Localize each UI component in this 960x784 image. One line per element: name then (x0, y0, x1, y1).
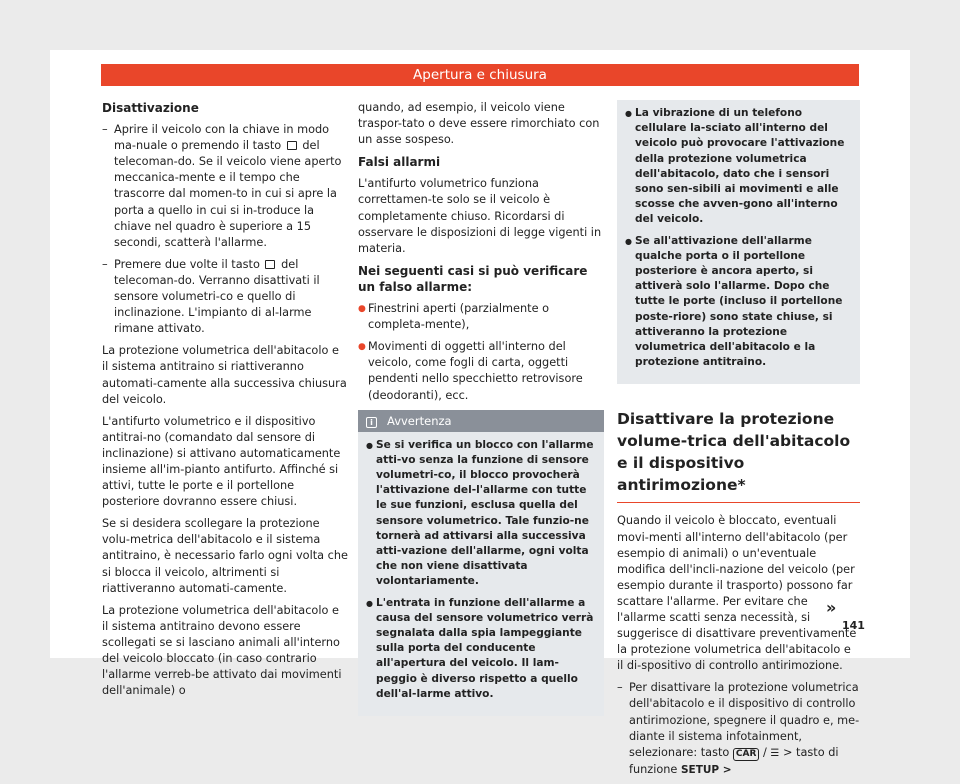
note-item: ● La vibrazione di un telefono cellulare la-sciato all'interno del veicolo può provocare l'attivazione della protezione volumetrica dell'abitacolo, dato che i sensori sono sen-sibili ai movimenti e alle scosse che avven-gono all'interno del veicolo. (625, 106, 852, 228)
car-key-icon: CAR (733, 748, 760, 761)
page (50, 50, 910, 776)
column-2 (358, 100, 604, 716)
column-3 (617, 100, 860, 784)
step-1: – Aprire il veicolo con la chiave in modo ma-nuale o premendo il tasto del telecoman-do. Se il veicolo viene aperto meccanica-mente e il tempo che trascorre dal momen-to in cui si apre la porta a quello in cui si in-troduce la chiave nel quadro è superiore a 15 secondi, scatterà l'allarme. (102, 122, 348, 251)
page-number: 141 (842, 619, 865, 632)
warning-title-bar: i Avvertenza (358, 410, 604, 432)
menu-icon: ☰ (770, 747, 780, 759)
list-item: ● Movimenti di oggetti all'interno del veicolo, come fogli di carta, oggetti pendenti nello specchietto retrovisore (deodoranti), ecc. (358, 339, 604, 403)
unlock-icon (265, 260, 275, 269)
section-title: Disattivare la protezione volume-trica dell'abitacolo e il dispositivo antirimozione* (617, 408, 860, 503)
heading-disattivazione: Disattivazione (102, 101, 199, 115)
next-page-arrow: » (826, 598, 837, 617)
paragraph: Quando il veicolo è bloccato, eventuali movi-menti all'interno dell'abitacolo (per esempio di animali) o un'eventuale modifica dell'incli-nazione del veicolo (per esempio durante il trasporto) possono far scattare l'allarme. Per evitare che l'allarme scatti senza necessità, si suggerisce di disattivare preventivamente la protezione volumetrica dell'abitacolo e il di-spositivo di controllo antirimozione. (617, 514, 857, 673)
heading-cases: Nei seguenti casi si può verificare un falso allarme: (358, 263, 588, 294)
warning-body (358, 432, 604, 716)
paragraph: L'antifurto volumetrico e il dispositivo antitrai-no (comandato dal sensore di inclinazione) si attivano automaticamente insieme all'im-pianto antifurto. Affinché si attivi, tutte le porte e il portellone posteriore dovranno essere chiusi. (102, 414, 341, 509)
step: – Per disattivare la protezione volumetrica dell'abitacolo e il dispositivo di controllo antirimozione, spegnere il quadro e, me-diante il sistema infotainment, selezionare: tasto CAR / ☰ > tasto di funzione SETUP > (617, 680, 860, 778)
setup-key: SETUP > (680, 763, 732, 776)
paragraph: L'antifurto volumetrico funziona correttamen-te solo se il veicolo è completamente chiuso. Ricordarsi di osservare le disposizioni di legge vigenti in materia. (358, 177, 602, 255)
paragraph: Se si desidera scollegare la protezione volu-metrica dell'abitacolo e il sistema antitraino, è necessario farlo ogni volta che si blocca il veicolo, altrimenti si riattiveranno automati-camente. (102, 517, 348, 595)
column-1 (102, 100, 348, 705)
note-box (617, 100, 860, 384)
paragraph: quando, ad esempio, il veicolo viene traspor-tato o deve essere rimorchiato con un asse sospeso. (358, 101, 600, 147)
info-icon: i (366, 417, 377, 428)
warning-box (358, 410, 604, 716)
warning-item: ● L'entrata in funzione dell'allarme a causa del sensore volumetrico verrà segnalata dalla spia lampeggiante sulla porta del conducente all'apertura del veicolo. Il lam-peggio è diverso rispetto a quello dell'al-larme attivo. (366, 596, 596, 702)
paragraph: La protezione volumetrica dell'abitacolo e il sistema antitraino devono essere scollegati se si lasciano animali all'interno del veicolo bloccato (in caso contrario l'allarme verreb-be attivato dai movimenti dell'animale) o (102, 603, 342, 698)
step-2: – Premere due volte il tasto del telecoman-do. Verranno disattivati il sensore volumetri-co e quello di inclinazione. L'impianto di al-larme rimane attivato. (102, 257, 348, 337)
warning-item: ● Se si verifica un blocco con l'allarme atti-vo senza la funzione di sensore volumetri-co, il blocco provocherà l'attivazione del-l'allarme con tutte le sue funzioni, esclusa quella del sensore volumetrico. Tale funzio-ne tornerà ad attivarsi alla successiva atti-vazione dell'allarme, ogni volta che non viene disattivata volontariamente. (366, 438, 596, 590)
heading-falsi-allarmi: Falsi allarmi (358, 155, 441, 170)
paragraph: La protezione volumetrica dell'abitacolo e il sistema antitraino si riattiveranno automati-camente alla successiva chiusura del veicolo. (102, 344, 347, 406)
unlock-icon (287, 141, 297, 150)
list-item: ● Finestrini aperti (parzialmente o completa-mente), (358, 301, 604, 333)
note-item: ● Se all'attivazione dell'allarme qualche porta o il portellone posteriore è ancora aperto, si attiverà solo l'allarme. Dopo che tutte le porte (incluso il portellone poste-riore) sono state chiuse, si attiveranno la protezione volumetrica dell'abitacolo e la protezione antitraino. (625, 234, 852, 371)
section-header: Apertura e chiusura (101, 64, 859, 86)
